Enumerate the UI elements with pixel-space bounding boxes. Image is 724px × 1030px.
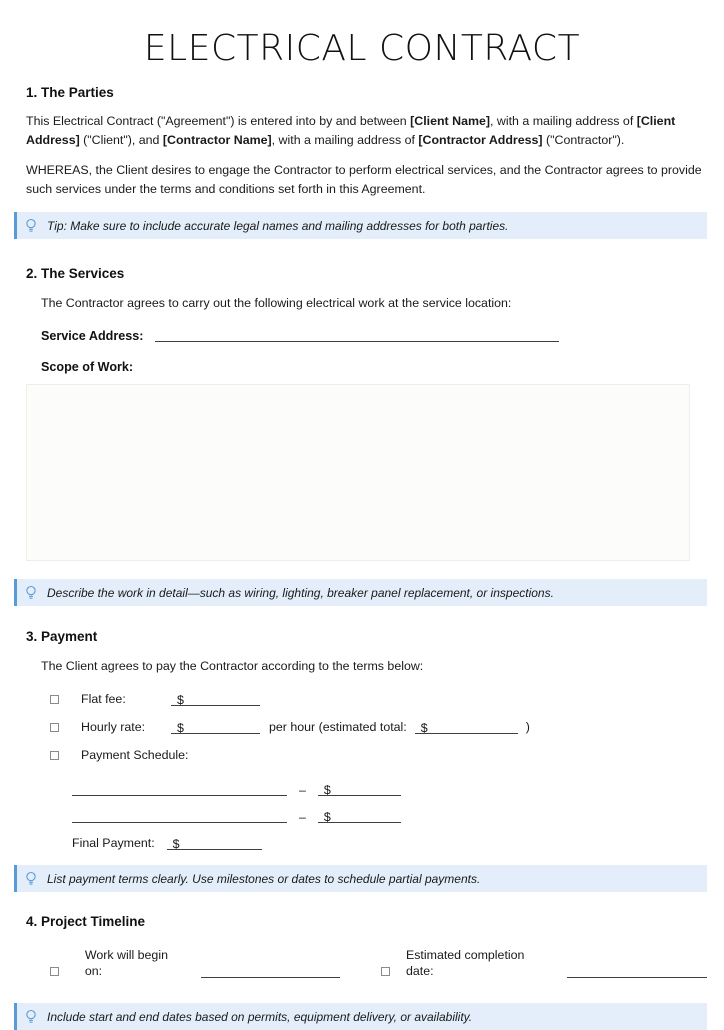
lightbulb-icon	[23, 584, 39, 602]
scope-of-work-label: Scope of Work:	[41, 360, 134, 374]
final-payment-currency: $	[172, 837, 180, 851]
tip-bar-parties	[14, 212, 707, 239]
flat-fee-currency: $	[177, 693, 184, 707]
schedule-currency-2: $	[323, 810, 331, 824]
estimated-total-close-paren: )	[525, 720, 530, 734]
tip-text-timeline: Include start and end dates based on permits, equipment delivery, or availability.	[47, 1009, 473, 1024]
placeholder-contractor-name: [Contractor Name]	[162, 133, 272, 147]
payment-schedule-row	[17, 747, 707, 763]
placeholder-contractor-address: [Contractor Address]	[418, 133, 543, 147]
payment-schedule-line-2	[17, 808, 707, 824]
hourly-rate-checkbox[interactable]	[50, 723, 59, 732]
service-address-label: Service Address:	[41, 329, 144, 343]
tip-text-payment: List payment terms clearly. Use milestones or dates to schedule partial payments.	[47, 871, 481, 886]
scope-of-work-input[interactable]	[26, 384, 690, 561]
placeholder-client-name: [Client Name]	[410, 114, 491, 128]
payment-intro: The Client agrees to pay the Contractor according to the terms below:	[41, 659, 424, 673]
tip-text-services: Describe the work in detail—such as wiring, lighting, breaker panel replacement, or inspections.	[47, 585, 554, 600]
estimated-total-currency: $	[420, 721, 428, 735]
flat-fee-checkbox[interactable]	[50, 695, 59, 704]
final-payment-input[interactable]	[167, 835, 262, 850]
final-payment-row	[17, 835, 707, 851]
payment-schedule-label: Payment Schedule:	[81, 748, 189, 762]
flat-fee-input[interactable]	[171, 691, 260, 706]
completion-date-checkbox[interactable]	[381, 967, 390, 976]
section-heading-timeline: 4. Project Timeline	[26, 914, 146, 929]
flat-fee-row	[17, 691, 707, 707]
payment-schedule-line-1	[17, 781, 707, 797]
schedule-amount-input-1[interactable]	[318, 781, 401, 796]
completion-date-label: Estimated completion date:	[405, 948, 525, 978]
start-date-label: Work will begin on:	[84, 948, 168, 978]
schedule-currency-1: $	[323, 783, 331, 797]
lightbulb-icon	[23, 870, 39, 888]
completion-date-input[interactable]	[567, 963, 707, 978]
section-heading-services: 2. The Services	[26, 266, 125, 281]
tip-text-parties: Tip: Make sure to include accurate legal names and mailing addresses for both parties.	[47, 218, 509, 233]
placeholder-client-address: [Client Address]	[26, 114, 676, 147]
estimated-total-input[interactable]	[415, 719, 518, 734]
per-hour-text: per hour (estimated total:	[269, 720, 407, 734]
tip-bar-payment	[14, 865, 707, 892]
hourly-rate-input[interactable]	[171, 719, 260, 734]
schedule-dash-2: –	[299, 810, 306, 824]
hourly-rate-row	[17, 719, 707, 735]
schedule-dash-1: –	[299, 783, 306, 797]
parties-p5-text: ("Contractor").	[542, 133, 625, 147]
service-address-input[interactable]	[155, 327, 559, 342]
timeline-row	[17, 947, 707, 979]
parties-p3-text: ("Client"), and	[79, 133, 163, 147]
schedule-milestone-input-1[interactable]	[72, 781, 287, 796]
parties-p1-text: This Electrical Contract ("Agreement") is entered into by and between	[26, 114, 411, 128]
payment-schedule-checkbox[interactable]	[50, 751, 59, 760]
services-intro: The Contractor agrees to carry out the following electrical work at the service location:	[41, 296, 512, 310]
parties-paragraph-1	[17, 112, 707, 150]
flat-fee-label: Flat fee:	[81, 692, 126, 706]
service-address-row	[17, 327, 707, 344]
lightbulb-icon	[23, 1008, 39, 1026]
parties-p2-text: , with a mailing address of	[490, 114, 637, 128]
schedule-milestone-input-2[interactable]	[72, 808, 287, 823]
parties-p4-text: , with a mailing address of	[271, 133, 419, 147]
tip-bar-timeline	[14, 1003, 707, 1030]
start-date-checkbox[interactable]	[50, 967, 59, 976]
parties-paragraph-2: WHEREAS, the Client desires to engage the Contractor to perform electrical services, and the Contractor agrees to provide such services under the terms and conditions set forth in this Agreement.	[26, 163, 702, 196]
final-payment-label: Final Payment:	[72, 836, 155, 850]
section-heading-payment: 3. Payment	[26, 629, 98, 644]
tip-bar-services	[14, 579, 707, 606]
hourly-rate-label: Hourly rate:	[81, 720, 146, 734]
hourly-rate-currency: $	[177, 721, 184, 735]
schedule-amount-input-2[interactable]	[318, 808, 401, 823]
section-heading-parties: 1. The Parties	[26, 85, 114, 100]
page-title: ELECTRICAL CONTRACT	[143, 28, 581, 69]
start-date-input[interactable]	[201, 963, 340, 978]
lightbulb-icon	[23, 217, 39, 235]
